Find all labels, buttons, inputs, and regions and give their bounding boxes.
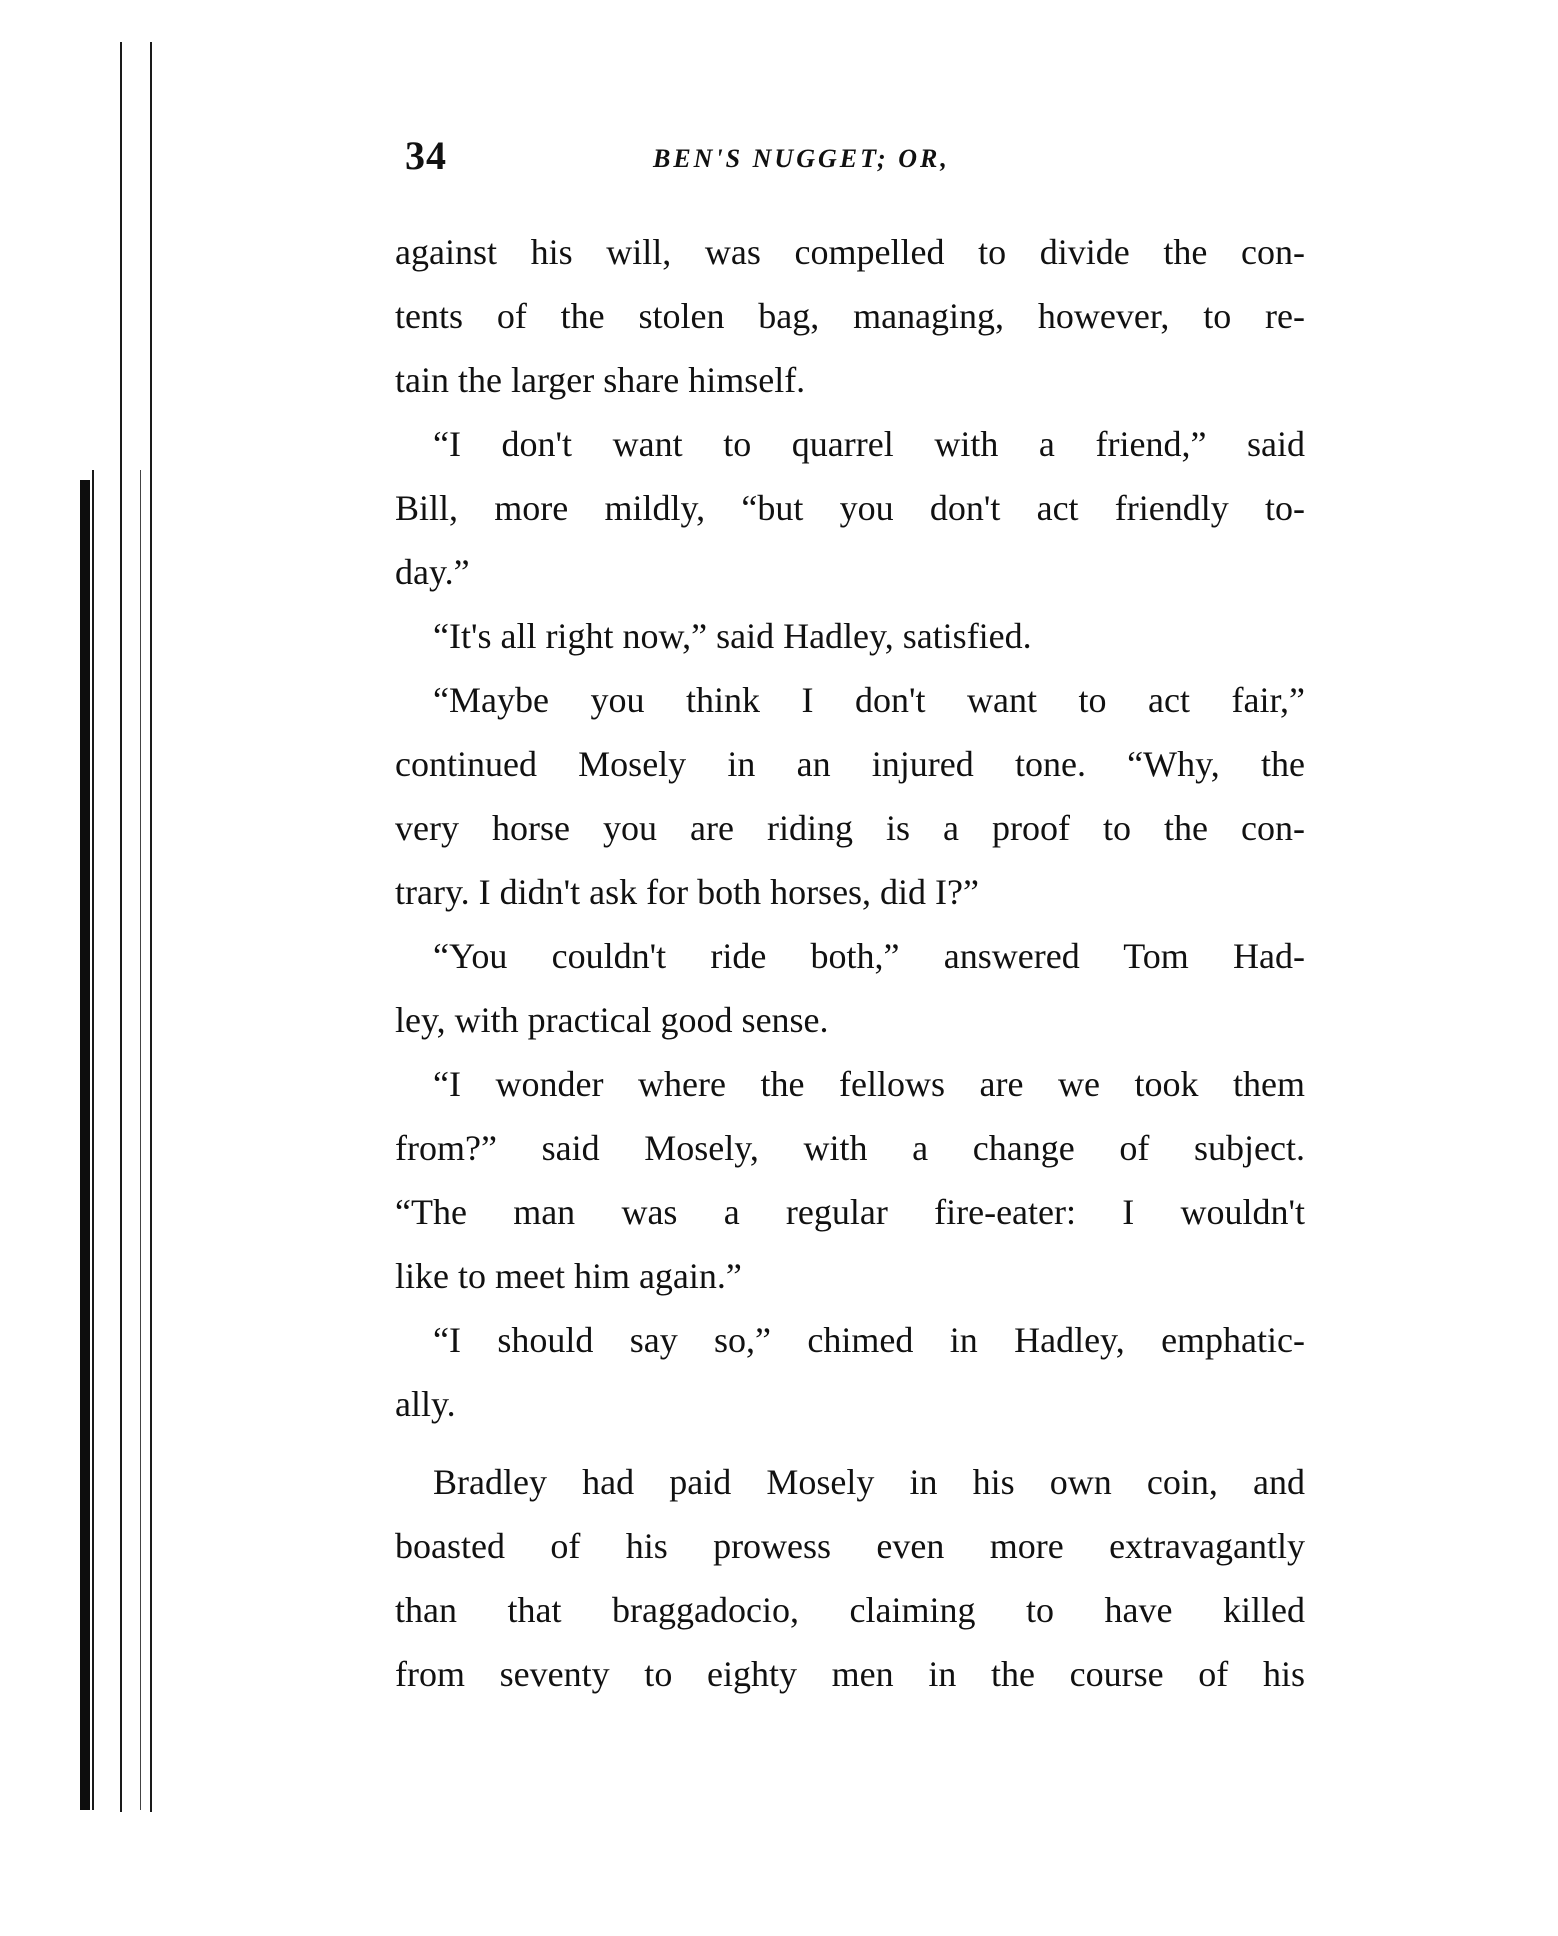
text-line: from?” said Mosely, with a change of subject. — [395, 1128, 1305, 1168]
running-title: BEN'S NUGGET; OR, — [653, 144, 950, 173]
text-line: day.” — [395, 552, 470, 592]
text-line: from seventy to eighty men in the course of his — [395, 1654, 1305, 1694]
text-line: “You couldn't ride both,” answered Tom Had- — [433, 936, 1305, 976]
text-line: than that braggadocio, claiming to have killed — [395, 1590, 1305, 1630]
text-line: ally. — [395, 1384, 456, 1424]
binding-rule — [140, 470, 141, 1810]
text-line: tents of the stolen bag, managing, however, to re- — [395, 296, 1305, 336]
text-line: continued Mosely in an injured tone. “Why, the — [395, 744, 1305, 784]
text-line: against his will, was compelled to divide the con- — [395, 232, 1305, 272]
text-line: “I don't want to quarrel with a friend,” said — [433, 424, 1305, 464]
text-line: “The man was a regular fire-eater: I wouldn't — [395, 1192, 1305, 1232]
body-text — [395, 220, 1305, 1706]
text-line: Bradley had paid Mosely in his own coin, and — [433, 1462, 1305, 1502]
page-header — [405, 132, 1315, 192]
binding-edge-shadow — [80, 480, 90, 1810]
binding-rule — [120, 42, 122, 1812]
text-line: “It's all right now,” said Hadley, satisfied. — [433, 616, 1032, 656]
text-line: “I should say so,” chimed in Hadley, emphatic- — [433, 1320, 1305, 1360]
text-line: ley, with practical good sense. — [395, 1000, 829, 1040]
binding-rule — [150, 42, 152, 1812]
text-line: “Maybe you think I don't want to act fair,” — [433, 680, 1305, 720]
text-line: like to meet him again.” — [395, 1256, 742, 1296]
text-line: trary. I didn't ask for both horses, did I?” — [395, 872, 979, 912]
binding-rule — [92, 470, 94, 1810]
text-line: boasted of his prowess even more extravagantly — [395, 1526, 1305, 1566]
text-line: very horse you are riding is a proof to the con- — [395, 808, 1305, 848]
text-line: “I wonder where the fellows are we took them — [433, 1064, 1305, 1104]
text-line: tain the larger share himself. — [395, 360, 806, 400]
text-line: Bill, more mildly, “but you don't act friendly to- — [395, 488, 1305, 528]
page-number: 34 — [405, 133, 447, 178]
